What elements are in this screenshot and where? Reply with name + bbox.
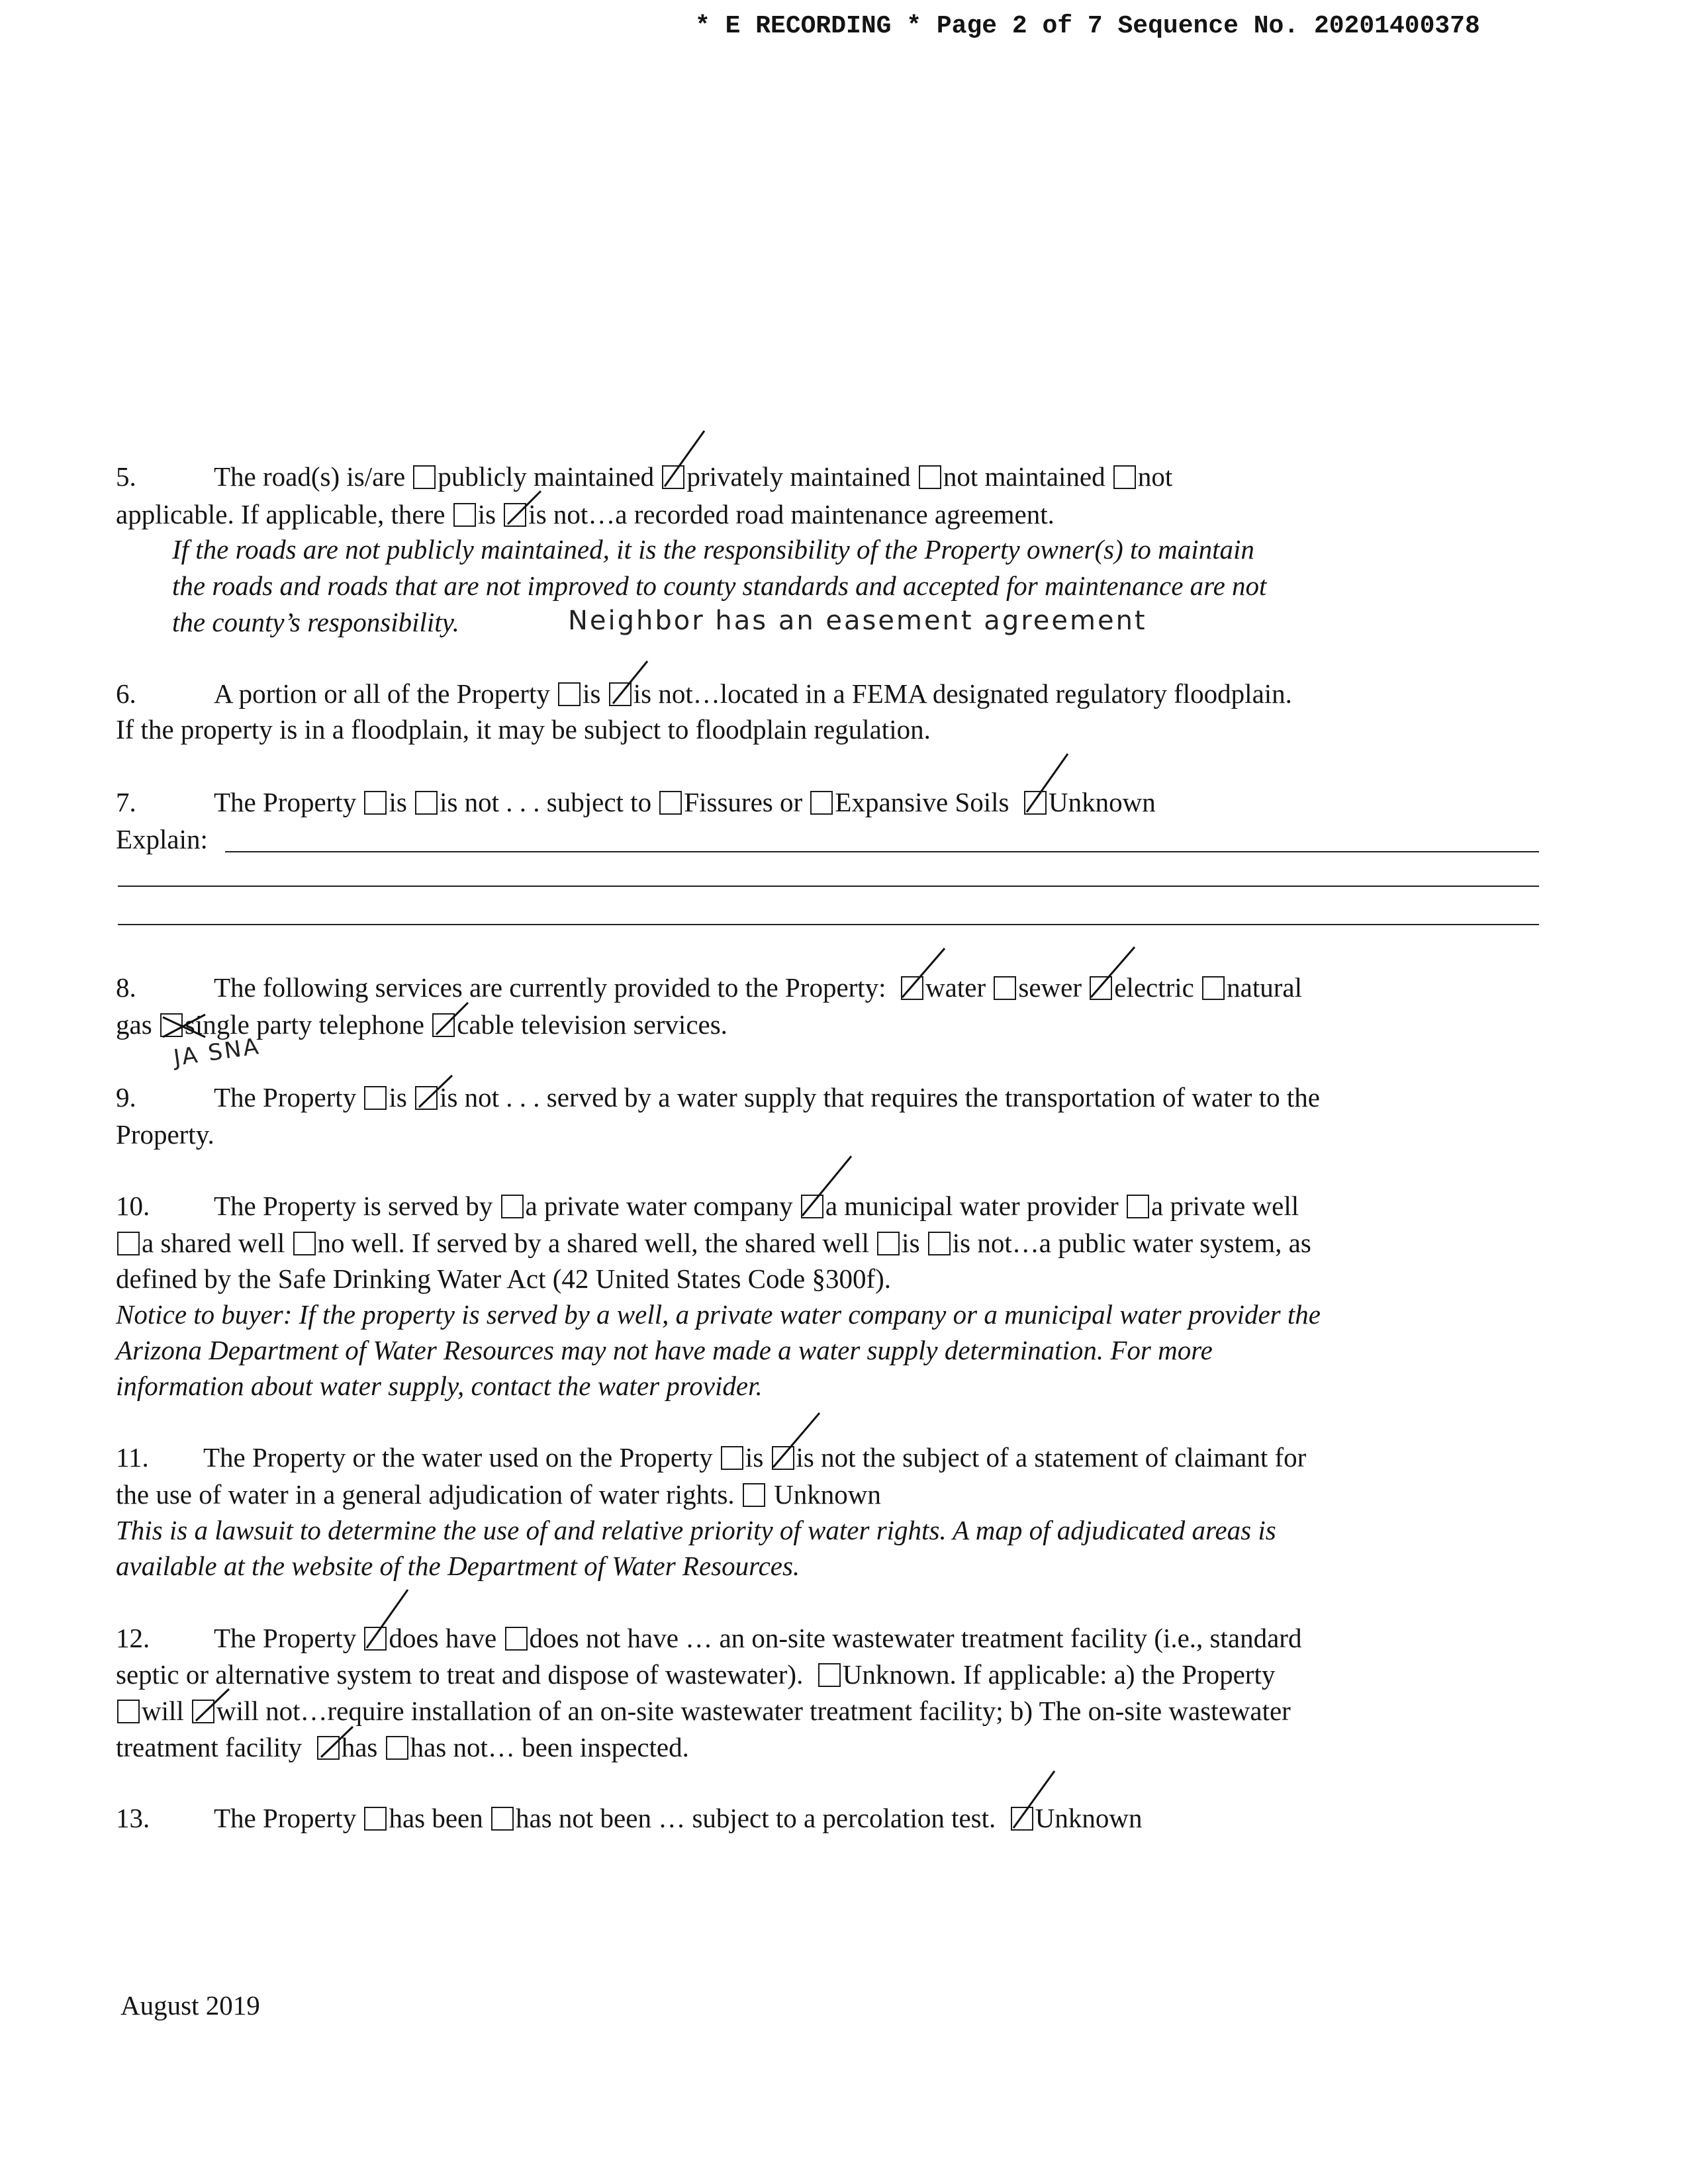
item-8-line-2 bbox=[116, 1011, 727, 1038]
option-label: is bbox=[477, 499, 496, 529]
checkbox-single-party-telephone[interactable] bbox=[160, 1013, 183, 1037]
option-label: is bbox=[745, 1442, 764, 1473]
option-label: has been bbox=[389, 1803, 483, 1833]
option-label: Fissures or bbox=[684, 787, 803, 817]
item-text: The following services are currently provided to the Property: bbox=[214, 972, 886, 1003]
option-label: sewer bbox=[1018, 972, 1082, 1003]
option-label: electric bbox=[1114, 972, 1194, 1003]
item-10-note-1: Notice to buyer: If the property is served by a well, a private water company or a municipal water provider the bbox=[116, 1299, 1321, 1330]
item-text: The Property bbox=[214, 1082, 357, 1113]
option-label: not maintained bbox=[943, 461, 1105, 492]
option-label: has not been … subject to a percolation test. bbox=[516, 1803, 996, 1833]
option-label: is bbox=[389, 787, 407, 817]
checkbox-percolation-has-been[interactable] bbox=[364, 1807, 387, 1831]
item-text: gas bbox=[116, 1009, 152, 1040]
item-12-line-2 bbox=[116, 1661, 1275, 1688]
item-text: The Property bbox=[214, 1803, 357, 1833]
checkbox-claimant-is[interactable] bbox=[721, 1446, 743, 1470]
option-label: Unknown bbox=[774, 1479, 881, 1510]
explain-line-3[interactable] bbox=[118, 924, 1539, 925]
checkbox-cable-television[interactable] bbox=[432, 1013, 455, 1037]
checkbox-sewer[interactable] bbox=[994, 976, 1016, 1000]
checkbox-inspected-has[interactable] bbox=[317, 1736, 340, 1760]
option-label: will not…require installation of an on-site wastewater treatment facility; b) The on-site wastewater bbox=[216, 1696, 1291, 1726]
checkbox-electric[interactable] bbox=[1090, 976, 1112, 1000]
checkbox-not-applicable[interactable] bbox=[1113, 465, 1136, 489]
option-label: has not… been inspected. bbox=[410, 1732, 689, 1762]
option-label: is not…a recorded road maintenance agreement. bbox=[528, 499, 1055, 529]
option-label: single party telephone bbox=[184, 1009, 424, 1040]
option-label: not bbox=[1137, 461, 1173, 492]
item-text: the use of water in a general adjudication of water rights. bbox=[116, 1479, 735, 1510]
checkbox-percolation-has-not-been[interactable] bbox=[491, 1807, 514, 1831]
option-label: is not . . . subject to bbox=[440, 787, 652, 817]
checkbox-no-well[interactable] bbox=[293, 1232, 316, 1255]
checkbox-percolation-unknown[interactable] bbox=[1011, 1807, 1033, 1831]
option-label: is bbox=[389, 1082, 407, 1113]
option-label: publicly maintained bbox=[438, 461, 655, 492]
option-label: a private well bbox=[1151, 1191, 1299, 1221]
option-label: is not the subject of a statement of claimant for bbox=[796, 1442, 1307, 1473]
option-label: is bbox=[902, 1228, 920, 1258]
checkbox-soils-is[interactable] bbox=[364, 791, 387, 815]
checkbox-wastewater-does-have[interactable] bbox=[364, 1627, 387, 1651]
item-text: The Property or the water used on the Property bbox=[203, 1442, 713, 1473]
item-6-line-2: If the property is in a floodplain, it may be subject to floodplain regulation. bbox=[116, 714, 931, 745]
item-number: 10. bbox=[116, 1191, 150, 1221]
option-label: Expansive Soils bbox=[835, 787, 1009, 817]
item-number: 7. bbox=[116, 787, 136, 817]
item-number: 11. bbox=[116, 1442, 149, 1473]
item-number: 6. bbox=[116, 678, 136, 709]
item-number: 5. bbox=[116, 461, 136, 492]
option-label: a shared well bbox=[142, 1228, 285, 1258]
item-10-line-1 bbox=[116, 1193, 1299, 1220]
item-text: A portion or all of the Property bbox=[214, 678, 550, 709]
checkbox-floodplain-is-not[interactable] bbox=[609, 682, 632, 706]
item-number: 9. bbox=[116, 1082, 136, 1113]
option-label: is bbox=[583, 678, 601, 709]
item-6-line-1 bbox=[116, 680, 1292, 707]
item-11-note-2: available at the website of the Department of Water Resources. bbox=[116, 1551, 800, 1581]
checkbox-not-maintained[interactable] bbox=[919, 465, 941, 489]
item-9-line-2: Property. bbox=[116, 1119, 214, 1150]
item-text: septic or alternative system to treat and dispose of wastewater). bbox=[116, 1659, 804, 1690]
option-label: does not have … an on-site wastewater treatment facility (i.e., standard bbox=[529, 1623, 1302, 1653]
item-text: The Property bbox=[214, 1623, 357, 1653]
item-7-line-1 bbox=[116, 789, 1156, 816]
checkbox-soils-unknown[interactable] bbox=[1024, 791, 1047, 815]
checkbox-soils-is-not[interactable] bbox=[415, 791, 438, 815]
item-5-note-3: the county’s responsibility. bbox=[172, 607, 459, 637]
checkbox-public-system-is-not[interactable] bbox=[928, 1232, 951, 1255]
option-label: Unknown. If applicable: a) the Property bbox=[842, 1659, 1276, 1690]
item-text: The road(s) is/are bbox=[214, 461, 406, 492]
checkbox-publicly-maintained[interactable] bbox=[413, 465, 436, 489]
option-label: natural bbox=[1227, 972, 1302, 1003]
checkbox-expansive-soils[interactable] bbox=[810, 791, 833, 815]
item-12-line-1 bbox=[116, 1625, 1301, 1652]
option-label: does have bbox=[389, 1623, 497, 1653]
handwritten-initials: JA SNA bbox=[171, 1033, 262, 1071]
checkbox-public-system-is[interactable] bbox=[877, 1232, 900, 1255]
option-label: is not . . . served by a water supply that requires the transportation of water to the bbox=[440, 1082, 1320, 1113]
checkbox-floodplain-is[interactable] bbox=[558, 682, 581, 706]
explain-line-2[interactable] bbox=[118, 886, 1539, 887]
item-5-note-1: If the roads are not publicly maintained, it is the responsibility of the Property owner(s) to maintain bbox=[172, 534, 1254, 565]
checkbox-transport-is-not[interactable] bbox=[415, 1086, 438, 1110]
checkbox-natural-gas[interactable] bbox=[1202, 976, 1225, 1000]
option-label: a private water company bbox=[525, 1191, 793, 1221]
option-label: has bbox=[341, 1732, 378, 1762]
checkbox-privately-maintained[interactable] bbox=[662, 465, 684, 489]
checkbox-transport-is[interactable] bbox=[364, 1086, 387, 1110]
option-label: will bbox=[142, 1696, 184, 1726]
option-label: cable television services. bbox=[457, 1009, 727, 1040]
item-text: The Property is served by bbox=[214, 1191, 493, 1221]
item-number: 12. bbox=[116, 1623, 150, 1653]
checkbox-wastewater-does-not-have[interactable] bbox=[505, 1627, 528, 1651]
option-label: a municipal water provider bbox=[825, 1191, 1119, 1221]
option-label: is not…located in a FEMA designated regulatory floodplain. bbox=[633, 678, 1292, 709]
item-5-line-1 bbox=[116, 463, 1172, 490]
option-label: Unknown bbox=[1048, 787, 1156, 817]
item-5-note-2: the roads and roads that are not improved to county standards and accepted for maintenance are not bbox=[172, 570, 1267, 601]
option-label: is not…a public water system, as bbox=[952, 1228, 1311, 1258]
checkbox-claimant-is-not[interactable] bbox=[772, 1446, 794, 1470]
explain-label: Explain: bbox=[116, 824, 208, 854]
checkbox-private-water-company[interactable] bbox=[501, 1195, 524, 1218]
checkbox-fissures[interactable] bbox=[659, 791, 682, 815]
checkbox-wastewater-unknown[interactable] bbox=[818, 1663, 841, 1687]
checkbox-install-will[interactable] bbox=[117, 1700, 140, 1723]
item-11-line-1 bbox=[116, 1444, 1306, 1471]
option-label: water bbox=[925, 972, 986, 1003]
item-10-line-2 bbox=[116, 1230, 1311, 1257]
item-text: The Property bbox=[214, 787, 357, 817]
checkbox-install-will-not[interactable] bbox=[192, 1700, 214, 1723]
item-11-note-1: This is a lawsuit to determine the use of and relative priority of water rights. A map of adjudicated areas is bbox=[116, 1515, 1276, 1545]
item-5-line-2 bbox=[116, 501, 1055, 528]
item-12-line-3 bbox=[116, 1698, 1291, 1725]
checkbox-shared-well[interactable] bbox=[117, 1232, 140, 1255]
handwritten-note: Neighbor has an easement agreement bbox=[568, 606, 1147, 636]
checkbox-agreement-is-not[interactable] bbox=[504, 503, 526, 527]
option-label: no well. If served by a shared well, the shared well bbox=[317, 1228, 869, 1258]
checkbox-agreement-is[interactable] bbox=[453, 503, 476, 527]
checkbox-municipal-water[interactable] bbox=[801, 1195, 823, 1218]
item-13-line-1 bbox=[116, 1805, 1143, 1832]
explain-line-1[interactable] bbox=[225, 851, 1539, 852]
item-number: 13. bbox=[116, 1803, 150, 1833]
item-10-line-3: defined by the Safe Drinking Water Act (42 United States Code §300f). bbox=[116, 1263, 892, 1294]
footer-date: August 2019 bbox=[120, 1990, 260, 2021]
recording-header: * E RECORDING * Page 2 of 7 Sequence No. 20201400378 bbox=[695, 12, 1480, 40]
item-number: 8. bbox=[116, 972, 136, 1003]
item-11-line-2 bbox=[116, 1481, 881, 1508]
checkbox-water[interactable] bbox=[901, 976, 923, 1000]
item-10-note-2: Arizona Department of Water Resources may not have made a water supply determination. For more bbox=[116, 1335, 1213, 1365]
option-label: Unknown bbox=[1035, 1803, 1143, 1833]
item-12-line-4 bbox=[116, 1734, 689, 1761]
checkbox-claimant-unknown[interactable] bbox=[743, 1483, 765, 1507]
item-10-note-3: information about water supply, contact the water provider. bbox=[116, 1371, 763, 1401]
item-text: treatment facility bbox=[116, 1732, 303, 1762]
item-8-line-1 bbox=[116, 974, 1302, 1001]
option-label: privately maintained bbox=[686, 461, 911, 492]
checkbox-private-well[interactable] bbox=[1127, 1195, 1149, 1218]
item-text: applicable. If applicable, there bbox=[116, 499, 445, 529]
item-9-line-1 bbox=[116, 1084, 1320, 1111]
checkbox-inspected-has-not[interactable] bbox=[386, 1736, 408, 1760]
